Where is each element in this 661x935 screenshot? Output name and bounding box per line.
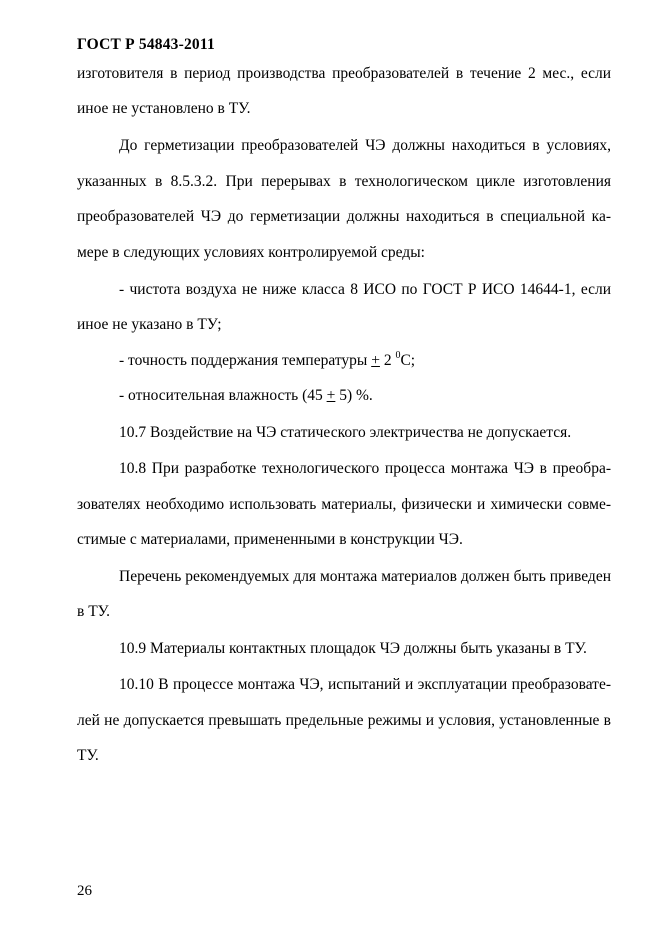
text-line: в ТУ.	[77, 603, 110, 620]
text-line: 10.9 Материалы контактных площадок ЧЭ должны быть указаны в ТУ.	[119, 640, 587, 657]
document-header: ГОСТ Р 54843-2011	[77, 36, 215, 53]
text-line: 10.7 Воздействие на ЧЭ статического электричества не допускается.	[119, 424, 572, 441]
text-line: мере в следующих условиях контролируемой среды:	[77, 244, 425, 261]
text-line: указанных в 8.5.3.2. При перерывах в технологическом цикле изготовления	[77, 173, 611, 190]
text-line-temperature: - точность поддержания температуры + 2 $^0$С;	[119, 349, 416, 369]
text-line: ТУ.	[77, 747, 99, 764]
text-line: лей не допускается превышать предельные режимы и условия, установленные в	[77, 712, 611, 729]
text-line: изготовителя в период производства преобразователей в течение 2 мес., если	[77, 65, 611, 82]
text-line: Перечень рекомендуемых для монтажа материалов должен быть приведен	[119, 568, 611, 585]
text-line-humidity: - относительная влажность (45 + 5) %.	[119, 387, 373, 404]
text-line: преобразователей ЧЭ до герметизации должны находиться в специальной ка-	[77, 208, 611, 225]
text-line: стимые с материалами, примененными в конструкции ЧЭ.	[77, 531, 463, 548]
text-line: До герметизации преобразователей ЧЭ должны находиться в условиях,	[119, 137, 611, 154]
plus-minus-sign: +	[371, 352, 380, 369]
text-line: зователях необходимо использовать материалы, физически и химически совме-	[77, 496, 611, 513]
text-line: - чистота воздуха не ниже класса 8 ИСО по ГОСТ Р ИСО 14644-1, если	[119, 281, 611, 298]
text-line: 10.8 При разработке технологического процесса монтажа ЧЭ в преобра-	[119, 460, 611, 477]
degree-superscript: 0	[395, 349, 401, 361]
page-number: 26	[77, 883, 92, 899]
text-line: иное не указано в ТУ;	[77, 316, 222, 333]
text-line: 10.10 В процессе монтажа ЧЭ, испытаний и эксплуатации преобразовате-	[119, 676, 611, 693]
text-line: иное не установлено в ТУ.	[77, 100, 251, 117]
plus-minus-sign: +	[326, 387, 336, 404]
